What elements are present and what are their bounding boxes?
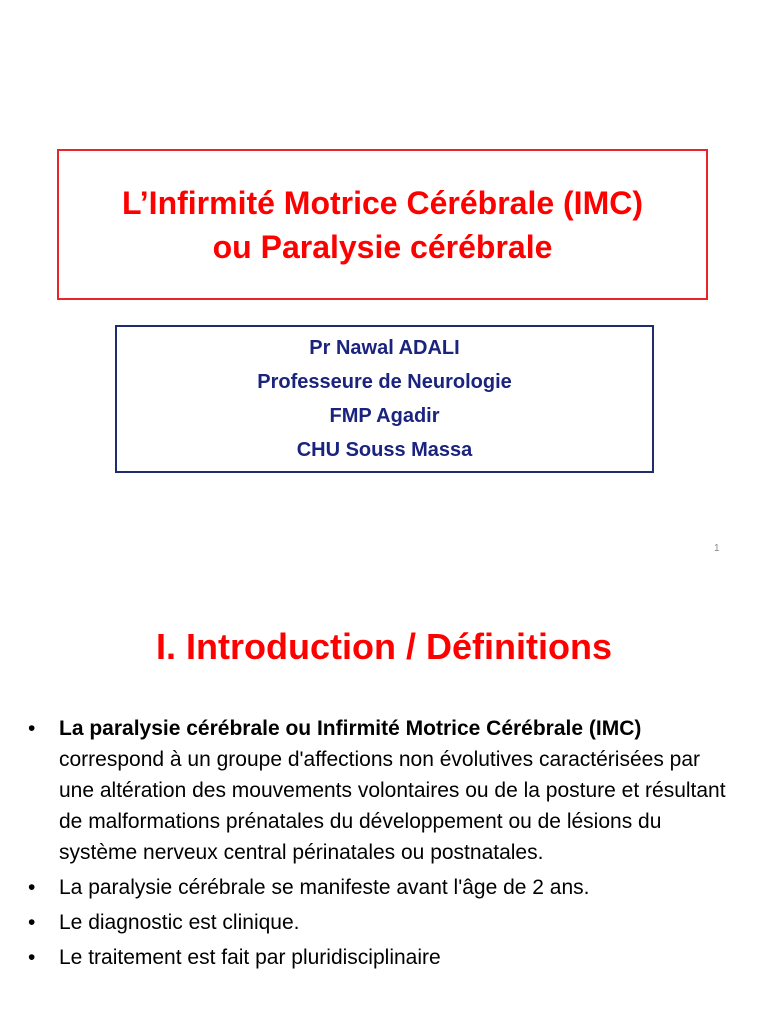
author-name: Pr Nawal ADALI: [309, 337, 460, 359]
bullet-icon: •: [28, 911, 36, 934]
bullet-icon: •: [28, 946, 36, 969]
introduction-slide: [0, 576, 768, 1024]
author-institution: FMP Agadir: [329, 405, 440, 427]
section-title: I. Introduction / Définitions: [156, 626, 612, 667]
author-box: [115, 325, 654, 473]
bullet-icon: •: [28, 717, 36, 740]
bullet-text: Le traitement est fait par pluridisciplinaire: [59, 946, 441, 969]
bullet-icon: •: [28, 876, 36, 899]
bullet-text: Le diagnostic est clinique.: [59, 911, 300, 934]
title-box: [57, 149, 708, 300]
definition-term: La paralysie cérébrale ou Infirmité Motrice Cérébrale (IMC): [59, 717, 642, 740]
bullet-list: [28, 713, 728, 977]
bullet-item: [28, 907, 728, 938]
bullet-item: [28, 942, 728, 973]
bullet-item: [28, 713, 728, 868]
author-role: Professeure de Neurologie: [257, 371, 512, 393]
slide-title-line-2: ou Paralysie cérébrale: [212, 228, 553, 265]
page-number: 1: [714, 543, 720, 554]
bullet-text: La paralysie cérébrale se manifeste avant l'âge de 2 ans.: [59, 876, 590, 899]
definition-text: correspond à un groupe d'affections non évolutives caractérisées par une altération des mouvements volontaires ou de la posture et résultant de malformations prénatales du développement ou de lésions du système nerveux central périnatales ou postnatales.: [59, 748, 726, 864]
author-hospital: CHU Souss Massa: [296, 439, 473, 461]
bullet-item: [28, 872, 728, 903]
slide-title-line-1: L’Infirmité Motrice Cérébrale (IMC): [122, 184, 643, 221]
